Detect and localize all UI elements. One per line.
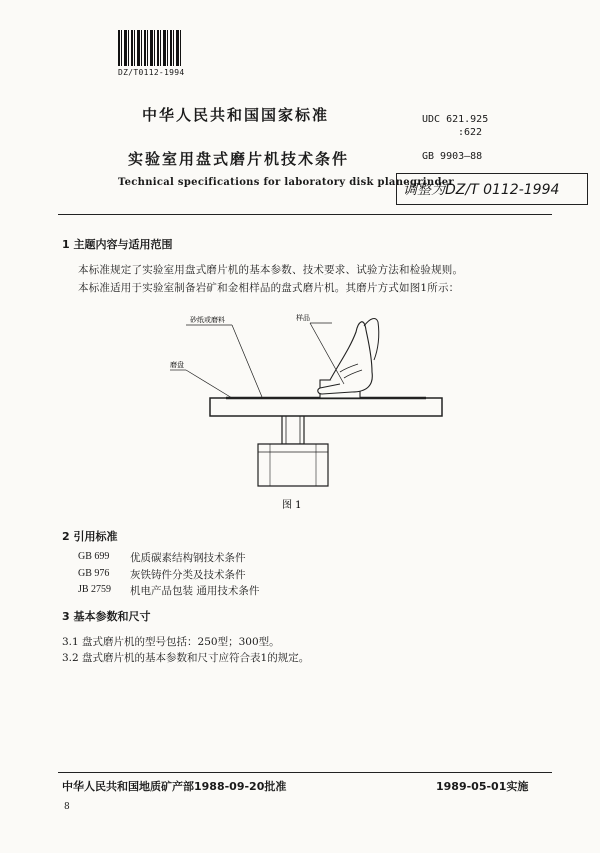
label-abrasive: 砂纸或磨料: [190, 316, 225, 324]
ref-code-3: JB 2759: [78, 584, 112, 595]
page-number: 8: [64, 802, 70, 812]
section-2-heading: 2 引用标准: [62, 530, 118, 543]
disk-leader: [186, 370, 232, 398]
implementation-date: 1989-05-01实施: [436, 780, 529, 793]
gb-number: GB 9903—88: [422, 151, 483, 162]
label-sample: 样品: [296, 314, 310, 322]
ref-code-2: GB 976: [78, 568, 110, 579]
sample-leader: [310, 323, 344, 384]
national-standard-heading: 中华人民共和国国家标准: [142, 106, 330, 124]
revision-stamp: 调整为DZ/T 0112-1994: [396, 173, 588, 205]
grinding-disk: [210, 398, 442, 416]
section-1-heading: 1 主题内容与适用范围: [62, 238, 173, 251]
document-title: 实验室用盘式磨片机技术条件: [128, 150, 350, 168]
ref-title-3: 机电产品包装 通用技术条件: [130, 585, 260, 597]
section-1-paragraph-1: 本标准规定了实验室用盘式磨片机的基本参数、技术要求、试验方法和检验规则。: [78, 264, 464, 276]
figure-caption: 图 1: [282, 500, 302, 511]
section-1-paragraph-2: 本标准适用于实验室制备岩矿和金相样品的盘式磨片机。其磨片方式如图1所示：: [78, 282, 460, 294]
section-3-heading: 3 基本参数和尺寸: [62, 610, 151, 623]
document-title-english: Technical specifications for laboratory disk planegrinder: [118, 177, 454, 188]
motor-housing: [258, 444, 328, 486]
footer-rule: [58, 772, 552, 773]
udc-number-suffix: :622: [458, 127, 483, 138]
section-3-item-2: 3.2 盘式磨片机的基本参数和尺寸应符合表1的规定。: [62, 652, 310, 664]
udc-number: UDC 621.925: [422, 114, 489, 125]
approval-line: 中华人民共和国地质矿产部1988-09-20批准: [62, 780, 287, 793]
spindle-shaft: [282, 414, 304, 444]
ref-title-2: 灰铁铸件分类及技术条件: [130, 569, 246, 581]
label-disk: 磨盘: [170, 361, 184, 369]
ref-title-1: 优质碳素结构钢技术条件: [130, 552, 246, 564]
abrasive-leader: [232, 325, 262, 397]
barcode-text: DZ/T0112-1994: [118, 68, 185, 77]
section-3-item-1: 3.1 盘式磨片机的型号包括：250型；300型。: [62, 636, 280, 648]
ref-code-1: GB 699: [78, 551, 110, 562]
